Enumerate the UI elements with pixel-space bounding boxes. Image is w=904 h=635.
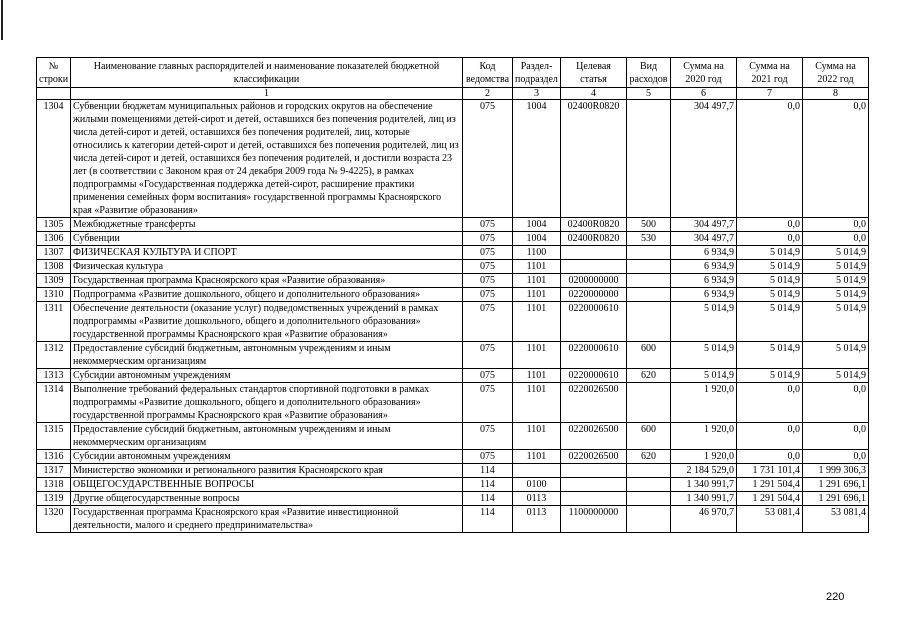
- table-header-row: [37, 58, 869, 88]
- name-cell: Подпрограмма «Развитие дошкольного, общего и дополнительного образования»: [71, 288, 463, 302]
- name-cell: Выполнение требований федеральных стандартов спортивной подготовки в рамках подпрограммы «Развитие дошкольного, общего и дополнительного образования» государственной программы Красноярского края «Развитие образования»: [71, 383, 463, 423]
- header-section: Раздел-подраздел: [513, 58, 561, 88]
- row-number-cell: 1306: [37, 232, 71, 246]
- column-number-row: [37, 88, 869, 100]
- sum-2022-cell: 0,0: [803, 383, 869, 423]
- sum-2021-cell: 5 014,9: [737, 246, 803, 260]
- sum-2022-cell: 0,0: [803, 450, 869, 464]
- dept-code-cell: 075: [463, 232, 513, 246]
- table-row: [37, 274, 869, 288]
- dept-code-cell: 075: [463, 423, 513, 450]
- row-number-cell: 1308: [37, 260, 71, 274]
- column-number: 4: [561, 88, 627, 100]
- expense-type-cell: 500: [627, 218, 671, 232]
- target-article-cell: 02400R0820: [561, 100, 627, 218]
- dept-code-cell: 114: [463, 464, 513, 478]
- sum-2022-cell: 1 291 696,1: [803, 492, 869, 506]
- sum-2022-cell: 5 014,9: [803, 342, 869, 369]
- name-cell: Субвенции бюджетам муниципальных районов и городских округов на обеспечение жилыми помещениями детей-сирот и детей, оставшихся без попечения родителей, лиц из числа детей-сирот и детей, оставшихся без попечения родителей, лиц, которые относились к категории детей-сирот и детей, оставшихся без попечения родителей, лиц из числа детей-сирот и детей, оставшихся без попечения родителей, и достигли возраста 23 лет (в соответствии с Законом края от 24 декабря 2009 года № 9-4225), в рамках подпрограммы «Государственная поддержка детей-сирот, расширение практики применения семейных форм воспитания» государственной программы Красноярского края «Развитие образования»: [71, 100, 463, 218]
- header-name: Наименование главных распорядителей и наименование показателей бюджетной классификации: [71, 58, 463, 88]
- table-row: [37, 342, 869, 369]
- expense-type-cell: 600: [627, 342, 671, 369]
- sum-2022-cell: 5 014,9: [803, 246, 869, 260]
- name-cell: Субсидии автономным учреждениям: [71, 369, 463, 383]
- section-cell: 1101: [513, 423, 561, 450]
- sum-2020-cell: 304 497,7: [671, 218, 737, 232]
- section-cell: 1101: [513, 450, 561, 464]
- sum-2021-cell: 53 081,4: [737, 506, 803, 533]
- dept-code-cell: 075: [463, 288, 513, 302]
- section-cell: 1101: [513, 302, 561, 342]
- column-number: 3: [513, 88, 561, 100]
- section-cell: 1100: [513, 246, 561, 260]
- expense-type-cell: 620: [627, 450, 671, 464]
- row-number-cell: 1320: [37, 506, 71, 533]
- sum-2020-cell: 6 934,9: [671, 288, 737, 302]
- header-sum-2021: Сумма на 2021 год: [737, 58, 803, 88]
- table-row: [37, 492, 869, 506]
- table-row: [37, 369, 869, 383]
- sum-2022-cell: 5 014,9: [803, 288, 869, 302]
- header-target-article: Целевая статья: [561, 58, 627, 88]
- column-number: 1: [71, 88, 463, 100]
- sum-2020-cell: 6 934,9: [671, 274, 737, 288]
- section-cell: 1101: [513, 369, 561, 383]
- header-sum-2022: Сумма на 2022 год: [803, 58, 869, 88]
- name-cell: Субсидии автономным учреждениям: [71, 450, 463, 464]
- target-article-cell: 0220026500: [561, 423, 627, 450]
- page-edge-line: [1, 0, 3, 40]
- section-cell: 1004: [513, 100, 561, 218]
- sum-2020-cell: 304 497,7: [671, 232, 737, 246]
- target-article-cell: 1100000000: [561, 506, 627, 533]
- dept-code-cell: 075: [463, 302, 513, 342]
- row-number-cell: 1315: [37, 423, 71, 450]
- row-number-cell: 1319: [37, 492, 71, 506]
- sum-2022-cell: 0,0: [803, 423, 869, 450]
- row-number-cell: 1305: [37, 218, 71, 232]
- name-cell: Обеспечение деятельности (оказание услуг) подведомственных учреждений в рамках подпрограммы «Развитие дошкольного, общего и дополнительного образования» государственной программы Красноярского края «Развитие образования»: [71, 302, 463, 342]
- sum-2022-cell: 53 081,4: [803, 506, 869, 533]
- sum-2021-cell: 0,0: [737, 100, 803, 218]
- section-cell: 1101: [513, 288, 561, 302]
- section-cell: 1101: [513, 383, 561, 423]
- row-number-cell: 1307: [37, 246, 71, 260]
- header-expense-type: Вид расходов: [627, 58, 671, 88]
- expense-type-cell: [627, 383, 671, 423]
- target-article-cell: 0220026500: [561, 450, 627, 464]
- section-cell: 1101: [513, 342, 561, 369]
- dept-code-cell: 075: [463, 218, 513, 232]
- section-cell: 0100: [513, 478, 561, 492]
- section-cell: 1004: [513, 218, 561, 232]
- sum-2022-cell: 5 014,9: [803, 274, 869, 288]
- sum-2020-cell: 1 920,0: [671, 423, 737, 450]
- column-number: 5: [627, 88, 671, 100]
- column-number: 2: [463, 88, 513, 100]
- sum-2021-cell: 0,0: [737, 450, 803, 464]
- sum-2022-cell: 5 014,9: [803, 260, 869, 274]
- table-row: [37, 288, 869, 302]
- sum-2021-cell: 5 014,9: [737, 369, 803, 383]
- table-row: [37, 302, 869, 342]
- expense-type-cell: [627, 274, 671, 288]
- name-cell: Министерство экономики и регионального развития Красноярского края: [71, 464, 463, 478]
- sum-2021-cell: 5 014,9: [737, 260, 803, 274]
- dept-code-cell: 114: [463, 492, 513, 506]
- expense-type-cell: [627, 260, 671, 274]
- expense-type-cell: 620: [627, 369, 671, 383]
- dept-code-cell: 114: [463, 478, 513, 492]
- name-cell: Государственная программа Красноярского края «Развитие инвестиционной деятельности, малого и среднего предпринимательства»: [71, 506, 463, 533]
- sum-2021-cell: 5 014,9: [737, 302, 803, 342]
- name-cell: Предоставление субсидий бюджетным, автономным учреждениям и иным некоммерческим организациям: [71, 423, 463, 450]
- target-article-cell: 0220000610: [561, 369, 627, 383]
- expense-type-cell: [627, 506, 671, 533]
- sum-2020-cell: 304 497,7: [671, 100, 737, 218]
- target-article-cell: 02400R0820: [561, 232, 627, 246]
- expense-type-cell: 600: [627, 423, 671, 450]
- header-dept-code: Код ведомства: [463, 58, 513, 88]
- name-cell: Субвенции: [71, 232, 463, 246]
- sum-2021-cell: 0,0: [737, 232, 803, 246]
- sum-2020-cell: 5 014,9: [671, 342, 737, 369]
- table-row: [37, 232, 869, 246]
- target-article-cell: 0220000000: [561, 288, 627, 302]
- sum-2021-cell: 1 291 504,4: [737, 478, 803, 492]
- dept-code-cell: 075: [463, 100, 513, 218]
- expense-type-cell: [627, 464, 671, 478]
- dept-code-cell: 075: [463, 342, 513, 369]
- row-number-cell: 1316: [37, 450, 71, 464]
- row-number-cell: 1309: [37, 274, 71, 288]
- sum-2022-cell: 0,0: [803, 100, 869, 218]
- section-cell: 0113: [513, 506, 561, 533]
- sum-2022-cell: 1 291 696,1: [803, 478, 869, 492]
- target-article-cell: 0200000000: [561, 274, 627, 288]
- name-cell: Государственная программа Красноярского края «Развитие образования»: [71, 274, 463, 288]
- sum-2020-cell: 46 970,7: [671, 506, 737, 533]
- header-row-number: № строки: [37, 58, 71, 88]
- row-number-cell: 1313: [37, 369, 71, 383]
- dept-code-cell: 075: [463, 246, 513, 260]
- target-article-cell: [561, 246, 627, 260]
- sum-2020-cell: 1 920,0: [671, 383, 737, 423]
- sum-2021-cell: 1 731 101,4: [737, 464, 803, 478]
- section-cell: 1101: [513, 274, 561, 288]
- section-cell: 1004: [513, 232, 561, 246]
- name-cell: Межбюджетные трансферты: [71, 218, 463, 232]
- expense-type-cell: [627, 492, 671, 506]
- target-article-cell: 0220026500: [561, 383, 627, 423]
- target-article-cell: 0220000610: [561, 302, 627, 342]
- sum-2022-cell: 5 014,9: [803, 302, 869, 342]
- table-row: [37, 100, 869, 218]
- column-number: 6: [671, 88, 737, 100]
- name-cell: ФИЗИЧЕСКАЯ КУЛЬТУРА И СПОРТ: [71, 246, 463, 260]
- sum-2021-cell: 0,0: [737, 218, 803, 232]
- row-number-cell: 1311: [37, 302, 71, 342]
- name-cell: ОБЩЕГОСУДАРСТВЕННЫЕ ВОПРОСЫ: [71, 478, 463, 492]
- column-number: [37, 88, 71, 100]
- table-row: [37, 218, 869, 232]
- sum-2021-cell: 5 014,9: [737, 274, 803, 288]
- target-article-cell: [561, 260, 627, 274]
- section-cell: 0113: [513, 492, 561, 506]
- row-number-cell: 1317: [37, 464, 71, 478]
- name-cell: Другие общегосударственные вопросы: [71, 492, 463, 506]
- sum-2021-cell: 1 291 504,4: [737, 492, 803, 506]
- table-row: [37, 423, 869, 450]
- target-article-cell: [561, 464, 627, 478]
- sum-2022-cell: 5 014,9: [803, 369, 869, 383]
- table-row: [37, 506, 869, 533]
- name-cell: Предоставление субсидий бюджетным, автономным учреждениям и иным некоммерческим организациям: [71, 342, 463, 369]
- sum-2020-cell: 2 184 529,0: [671, 464, 737, 478]
- expense-type-cell: 530: [627, 232, 671, 246]
- target-article-cell: 0220000610: [561, 342, 627, 369]
- section-cell: 1101: [513, 260, 561, 274]
- table-row: [37, 246, 869, 260]
- row-number-cell: 1304: [37, 100, 71, 218]
- sum-2020-cell: 5 014,9: [671, 302, 737, 342]
- dept-code-cell: 075: [463, 274, 513, 288]
- sum-2020-cell: 1 920,0: [671, 450, 737, 464]
- sum-2021-cell: 5 014,9: [737, 342, 803, 369]
- row-number-cell: 1312: [37, 342, 71, 369]
- name-cell: Физическая культура: [71, 260, 463, 274]
- page-number: 220: [826, 591, 845, 603]
- table-row: [37, 450, 869, 464]
- table-row: [37, 260, 869, 274]
- header-sum-2020: Сумма на 2020 год: [671, 58, 737, 88]
- target-article-cell: [561, 478, 627, 492]
- expense-type-cell: [627, 302, 671, 342]
- expense-type-cell: [627, 288, 671, 302]
- sum-2020-cell: 6 934,9: [671, 246, 737, 260]
- section-cell: [513, 464, 561, 478]
- expense-type-cell: [627, 100, 671, 218]
- table-row: [37, 464, 869, 478]
- row-number-cell: 1314: [37, 383, 71, 423]
- sum-2022-cell: 0,0: [803, 232, 869, 246]
- table-row: [37, 478, 869, 492]
- sum-2022-cell: 1 999 306,3: [803, 464, 869, 478]
- sum-2021-cell: 0,0: [737, 423, 803, 450]
- sum-2021-cell: 5 014,9: [737, 288, 803, 302]
- table-row: [37, 383, 869, 423]
- sum-2020-cell: 6 934,9: [671, 260, 737, 274]
- expense-type-cell: [627, 478, 671, 492]
- row-number-cell: 1310: [37, 288, 71, 302]
- sum-2022-cell: 0,0: [803, 218, 869, 232]
- row-number-cell: 1318: [37, 478, 71, 492]
- expense-type-cell: [627, 246, 671, 260]
- dept-code-cell: 075: [463, 260, 513, 274]
- sum-2020-cell: 1 340 991,7: [671, 478, 737, 492]
- dept-code-cell: 075: [463, 369, 513, 383]
- budget-table: [36, 57, 869, 533]
- target-article-cell: [561, 492, 627, 506]
- column-number: 7: [737, 88, 803, 100]
- dept-code-cell: 075: [463, 450, 513, 464]
- sum-2020-cell: 5 014,9: [671, 369, 737, 383]
- target-article-cell: 02400R0820: [561, 218, 627, 232]
- sum-2020-cell: 1 340 991,7: [671, 492, 737, 506]
- dept-code-cell: 114: [463, 506, 513, 533]
- sum-2021-cell: 0,0: [737, 383, 803, 423]
- dept-code-cell: 075: [463, 383, 513, 423]
- column-number: 8: [803, 88, 869, 100]
